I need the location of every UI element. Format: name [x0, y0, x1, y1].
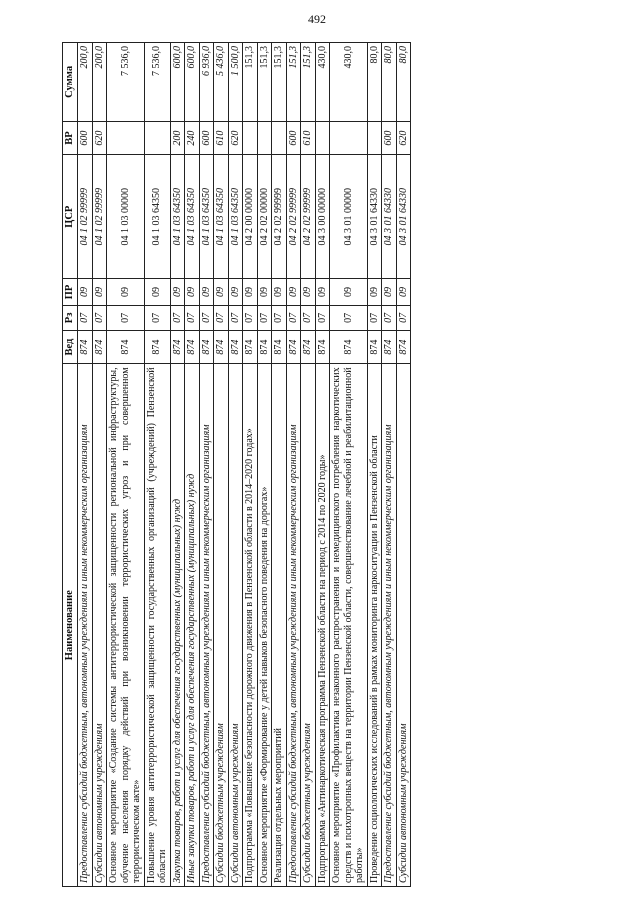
- table-row: [185, 43, 200, 887]
- cell-rz: 07: [144, 306, 170, 331]
- cell-name: Субсидии бюджетным учреждениям: [301, 364, 316, 887]
- cell-ved: 874: [382, 330, 397, 364]
- header-ved: Вед: [63, 330, 78, 364]
- cell-sum: 1 500,0: [228, 43, 243, 122]
- cell-ved: 874: [199, 330, 214, 364]
- cell-ved: 874: [78, 330, 93, 364]
- cell-sum: 151,3: [243, 43, 258, 122]
- cell-rz: 07: [243, 306, 258, 331]
- cell-name: Предоставление субсидий бюджетным, автономным учреждениям и иным некоммерческим организациям: [286, 364, 301, 887]
- cell-sum: 151,3: [257, 43, 272, 122]
- table-body: [78, 43, 411, 887]
- cell-pr: 09: [367, 279, 382, 306]
- cell-rz: 07: [214, 306, 229, 331]
- table-row: [170, 43, 185, 887]
- cell-pr: 09: [228, 279, 243, 306]
- cell-sum: 151,3: [286, 43, 301, 122]
- table-row: [315, 43, 330, 887]
- cell-ved: 874: [257, 330, 272, 364]
- cell-rz: 07: [78, 306, 93, 331]
- cell-ved: 874: [396, 330, 411, 364]
- cell-name: Предоставление субсидий бюджетным, автономным учреждениям и иным некоммерческим организациям: [78, 364, 93, 887]
- cell-name: Субсидии бюджетным учреждениям: [214, 364, 229, 887]
- cell-name: Реализация отдельных мероприятий: [272, 364, 287, 887]
- cell-rz: 07: [107, 306, 145, 331]
- table-row: [286, 43, 301, 887]
- cell-ved: 874: [107, 330, 145, 364]
- cell-vr: [330, 121, 368, 155]
- cell-ved: 874: [228, 330, 243, 364]
- cell-name: Субсидии автономным учреждениям: [396, 364, 411, 887]
- budget-table: [62, 42, 411, 887]
- cell-csr: 04 1 03 00000: [107, 155, 145, 279]
- page-number: 492: [308, 12, 326, 26]
- cell-csr: 04 3 01 64330: [382, 155, 397, 279]
- cell-sum: 5 436,0: [214, 43, 229, 122]
- cell-pr: 09: [301, 279, 316, 306]
- table-row: [243, 43, 258, 887]
- cell-sum: 200,0: [78, 43, 93, 122]
- table-row: [228, 43, 243, 887]
- cell-sum: 80,0: [396, 43, 411, 122]
- cell-vr: [367, 121, 382, 155]
- cell-rz: 07: [272, 306, 287, 331]
- cell-vr: 610: [301, 121, 316, 155]
- table-row: [214, 43, 229, 887]
- cell-pr: 09: [396, 279, 411, 306]
- cell-name: Субсидии автономным учреждениям: [92, 364, 107, 887]
- cell-ved: 874: [243, 330, 258, 364]
- table-row: [144, 43, 170, 887]
- cell-csr: 04 1 03 64350: [170, 155, 185, 279]
- cell-vr: 610: [214, 121, 229, 155]
- cell-sum: 430,0: [315, 43, 330, 122]
- cell-ved: 874: [144, 330, 170, 364]
- cell-pr: 09: [330, 279, 368, 306]
- table-row: [272, 43, 287, 887]
- cell-pr: 09: [272, 279, 287, 306]
- header-csr: ЦСР: [63, 155, 78, 279]
- cell-vr: 600: [199, 121, 214, 155]
- cell-rz: 07: [228, 306, 243, 331]
- cell-name: Основное мероприятие «Формирование у детей навыков безопасного поведения на дорогах»: [257, 364, 272, 887]
- cell-csr: 04 1 03 64350: [228, 155, 243, 279]
- cell-ved: 874: [286, 330, 301, 364]
- cell-csr: 04 1 03 64350: [144, 155, 170, 279]
- cell-pr: 09: [315, 279, 330, 306]
- cell-ved: 874: [315, 330, 330, 364]
- cell-sum: 7 536,0: [144, 43, 170, 122]
- header-sum: Сумма: [63, 43, 78, 122]
- table-row: [107, 43, 145, 887]
- cell-rz: 07: [185, 306, 200, 331]
- cell-pr: 09: [170, 279, 185, 306]
- cell-pr: 09: [243, 279, 258, 306]
- cell-sum: 80,0: [367, 43, 382, 122]
- cell-vr: 240: [185, 121, 200, 155]
- cell-csr: 04 2 00 00000: [243, 155, 258, 279]
- table-row: [396, 43, 411, 887]
- cell-rz: 07: [330, 306, 368, 331]
- cell-vr: 200: [170, 121, 185, 155]
- header-vr: ВР: [63, 121, 78, 155]
- cell-pr: 09: [78, 279, 93, 306]
- rotated-table-container: [62, 42, 622, 887]
- cell-pr: 09: [144, 279, 170, 306]
- cell-name: Подпрограмма «Повышение безопасности дорожного движения в Пензенской области в 2014–2020 годах»: [243, 364, 258, 887]
- cell-csr: 04 2 02 99999: [286, 155, 301, 279]
- table-row: [78, 43, 93, 887]
- cell-rz: 07: [315, 306, 330, 331]
- cell-pr: 09: [107, 279, 145, 306]
- cell-sum: 200,0: [92, 43, 107, 122]
- cell-vr: [315, 121, 330, 155]
- header-pr: ПР: [63, 279, 78, 306]
- cell-vr: [272, 121, 287, 155]
- cell-rz: 07: [199, 306, 214, 331]
- cell-name: Основное мероприятие «Профилактика незаконного распространения и немедицинского потребления наркотических средств и психотропных веществ на территории Пензенской области, совершенствование лечебной и реабилитационной работы»: [330, 364, 368, 887]
- table-row: [301, 43, 316, 887]
- cell-name: Подпрограмма «Антинаркотическая программа Пензенской области на период с 2014 по 2020 годы»: [315, 364, 330, 887]
- cell-rz: 07: [382, 306, 397, 331]
- cell-csr: 04 1 02 99999: [78, 155, 93, 279]
- cell-vr: 620: [396, 121, 411, 155]
- table-row: [92, 43, 107, 887]
- cell-sum: 151,3: [272, 43, 287, 122]
- header-name: Наименование: [63, 364, 78, 887]
- cell-vr: [107, 121, 145, 155]
- cell-sum: 600,0: [170, 43, 185, 122]
- cell-ved: 874: [367, 330, 382, 364]
- cell-csr: 04 3 01 00000: [330, 155, 368, 279]
- cell-csr: 04 2 02 99999: [301, 155, 316, 279]
- cell-pr: 09: [286, 279, 301, 306]
- cell-ved: 874: [214, 330, 229, 364]
- header-rz: Рз: [63, 306, 78, 331]
- cell-pr: 09: [382, 279, 397, 306]
- cell-ved: 874: [272, 330, 287, 364]
- cell-sum: 7 536,0: [107, 43, 145, 122]
- cell-csr: 04 1 03 64350: [199, 155, 214, 279]
- cell-rz: 07: [396, 306, 411, 331]
- cell-rz: 07: [286, 306, 301, 331]
- cell-vr: 620: [92, 121, 107, 155]
- cell-name: Повышение уровня антитеррористической защищенности государственных организаций (учреждений) Пензенской области: [144, 364, 170, 887]
- cell-rz: 07: [367, 306, 382, 331]
- cell-name: Субсидии автономным учреждениям: [228, 364, 243, 887]
- cell-vr: [243, 121, 258, 155]
- cell-name: Проведение социологических исследований в рамках мониторинга наркоситуации в Пензенской области: [367, 364, 382, 887]
- table-header-row: [63, 43, 78, 887]
- cell-csr: 04 2 02 00000: [257, 155, 272, 279]
- cell-sum: 600,0: [185, 43, 200, 122]
- cell-vr: 600: [382, 121, 397, 155]
- cell-ved: 874: [185, 330, 200, 364]
- cell-ved: 874: [170, 330, 185, 364]
- cell-csr: 04 3 00 00000: [315, 155, 330, 279]
- cell-rz: 07: [301, 306, 316, 331]
- cell-csr: 04 1 03 64350: [214, 155, 229, 279]
- cell-name: Предоставление субсидий бюджетным, автономным учреждениям и иным некоммерческим организациям: [199, 364, 214, 887]
- cell-vr: [144, 121, 170, 155]
- table-row: [367, 43, 382, 887]
- table-row: [199, 43, 214, 887]
- cell-vr: 600: [78, 121, 93, 155]
- cell-vr: [257, 121, 272, 155]
- cell-rz: 07: [92, 306, 107, 331]
- cell-sum: 80,0: [382, 43, 397, 122]
- cell-csr: 04 3 01 64330: [367, 155, 382, 279]
- cell-name: Закупка товаров, работ и услуг для обеспечения государственных (муниципальных) нужд: [170, 364, 185, 887]
- cell-sum: 151,3: [301, 43, 316, 122]
- cell-csr: 04 3 01 64330: [396, 155, 411, 279]
- cell-rz: 07: [170, 306, 185, 331]
- cell-ved: 874: [301, 330, 316, 364]
- cell-name: Основное мероприятие «Создание системы антитеррористической защищенности региональной инфраструктуры, обучение населения порядку действий при возникновении террористических угроз и при совершенном террористическом акте»: [107, 364, 145, 887]
- table-row: [382, 43, 397, 887]
- cell-pr: 09: [214, 279, 229, 306]
- cell-pr: 09: [185, 279, 200, 306]
- cell-pr: 09: [92, 279, 107, 306]
- cell-csr: 04 2 02 99999: [272, 155, 287, 279]
- cell-sum: 6 936,0: [199, 43, 214, 122]
- cell-rz: 07: [257, 306, 272, 331]
- cell-vr: 600: [286, 121, 301, 155]
- cell-name: Предоставление субсидий бюджетным, автономным учреждениям и иным некоммерческим организациям: [382, 364, 397, 887]
- cell-csr: 04 1 03 64350: [185, 155, 200, 279]
- cell-ved: 874: [92, 330, 107, 364]
- table-row: [330, 43, 368, 887]
- cell-csr: 04 1 02 99999: [92, 155, 107, 279]
- cell-pr: 09: [257, 279, 272, 306]
- cell-vr: 620: [228, 121, 243, 155]
- cell-ved: 874: [330, 330, 368, 364]
- cell-sum: 430,0: [330, 43, 368, 122]
- cell-name: Иные закупки товаров, работ и услуг для обеспечения государственных (муниципальных) нужд: [185, 364, 200, 887]
- cell-pr: 09: [199, 279, 214, 306]
- table-row: [257, 43, 272, 887]
